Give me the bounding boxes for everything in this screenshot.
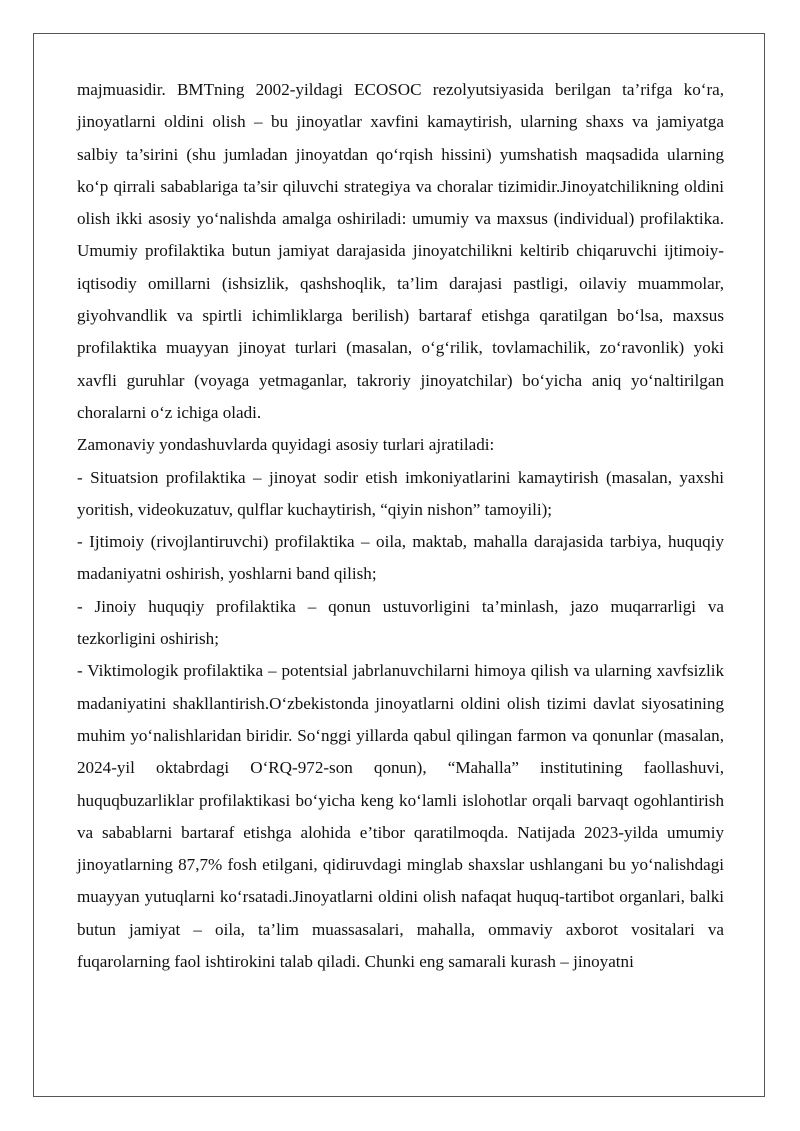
- list-item-criminal-law: - Jinoiy huquqiy profilaktika – qonun ustuvorligini ta’minlash, jazo muqarrarligi va tezkorligini oshirish;: [77, 596, 724, 649]
- list-item-situational: - Situatsion profilaktika – jinoyat sodir etish imkoniyatlarini kamaytirish (masalan, yaxshi yoritish, videokuzatuv, qulflar kuchaytirish, “qiyin nishon” tamoyili);: [77, 467, 724, 519]
- list-item-social: - Ijtimoiy (rivojlantiruvchi) profilaktika – oila, maktab, mahalla darajasida tarbiya, huquqiy madaniyatni oshirish, yoshlarni band qilish;: [77, 532, 724, 584]
- list-item-victimological: - Viktimologik profilaktika – potentsial jabrlanuvchilarni himoya qilish va ularning xavfsizlik madaniyatini shakllantirish.O‘zbekistonda jinoyatlarni oldini olish tizimi davlat siyosatining muhim yo‘nalishlaridan biridir. So‘nggi yillarda qabul qilingan farmon va qonunlar (masalan, 2024-yil oktabrdagi O‘RQ-972-son qonun), “Mahalla” institutining faollashuvi, huquqbuzarliklar profilaktikasi bo‘yicha keng ko‘lamli islohotlar orqali barvaqt ogohlantirish va sabablarni bartaraf etishga alohida e’tibor qaratilmoqda. Natijada 2023-yilda umumiy jinoyatlarning 87,7% fosh etilgani, qidiruvdagi minglab shaxslar ushlangani bu yo‘nalishdagi muayyan yutuqlarni ko‘rsatadi.Jinoyatlarni oldini olish nafaqat huquq-tartibot organlari, balki butun jamiyat – oila, ta’lim muassasalari, mahalla, ommaviy axborot vositalari va fuqarolarning faol ishtirokini talab qiladi. Chunki eng samarali kurash – jinoyatni: [77, 661, 724, 972]
- document-body: [77, 74, 724, 978]
- paragraph-definition: majmuasidir. BMTning 2002-yildagi ECOSOC rezolyutsiyasida berilgan ta’rifga ko‘ra, jinoyatlarni oldini olish – bu jinoyatlar xavfini kamaytirish, ularning shaxs va jamiyatga salbiy ta’sirini (shu jumladan jinoyatdan qo‘rqish hissini) yumshatish maqsadida ularning ko‘p qirrali sabablariga ta’sir qiluvchi strategiya va choralar tizimidir.Jinoyatchilikning oldini olish ikki asosiy yo‘nalishda amalga oshiriladi: umumiy va maxsus (individual) profilaktika. Umumiy profilaktika butun jamiyat darajasida jinoyatchilikni keltirib chiqaruvchi ijtimoiy-iqtisodiy omillarni (ishsizlik, qashshoqlik, ta’lim darajasi pastligi, oilaviy muammolar, giyohvandlik va spirtli ichimliklarga berilish) bartaraf etishga qaratilgan bo‘lsa, maxsus profilaktika muayyan jinoyat turlari (masalan, o‘g‘rilik, tovlamachilik, zo‘ravonlik) yoki xavfli guruhlar (voyaga yetmaganlar, takroriy jinoyatchilar) bo‘yicha aniq yo‘naltirilgan choralarni o‘z ichiga oladi.: [77, 80, 724, 422]
- paragraph-types-intro: Zamonaviy yondashuvlarda quyidagi asosiy turlari ajratiladi:: [77, 435, 495, 455]
